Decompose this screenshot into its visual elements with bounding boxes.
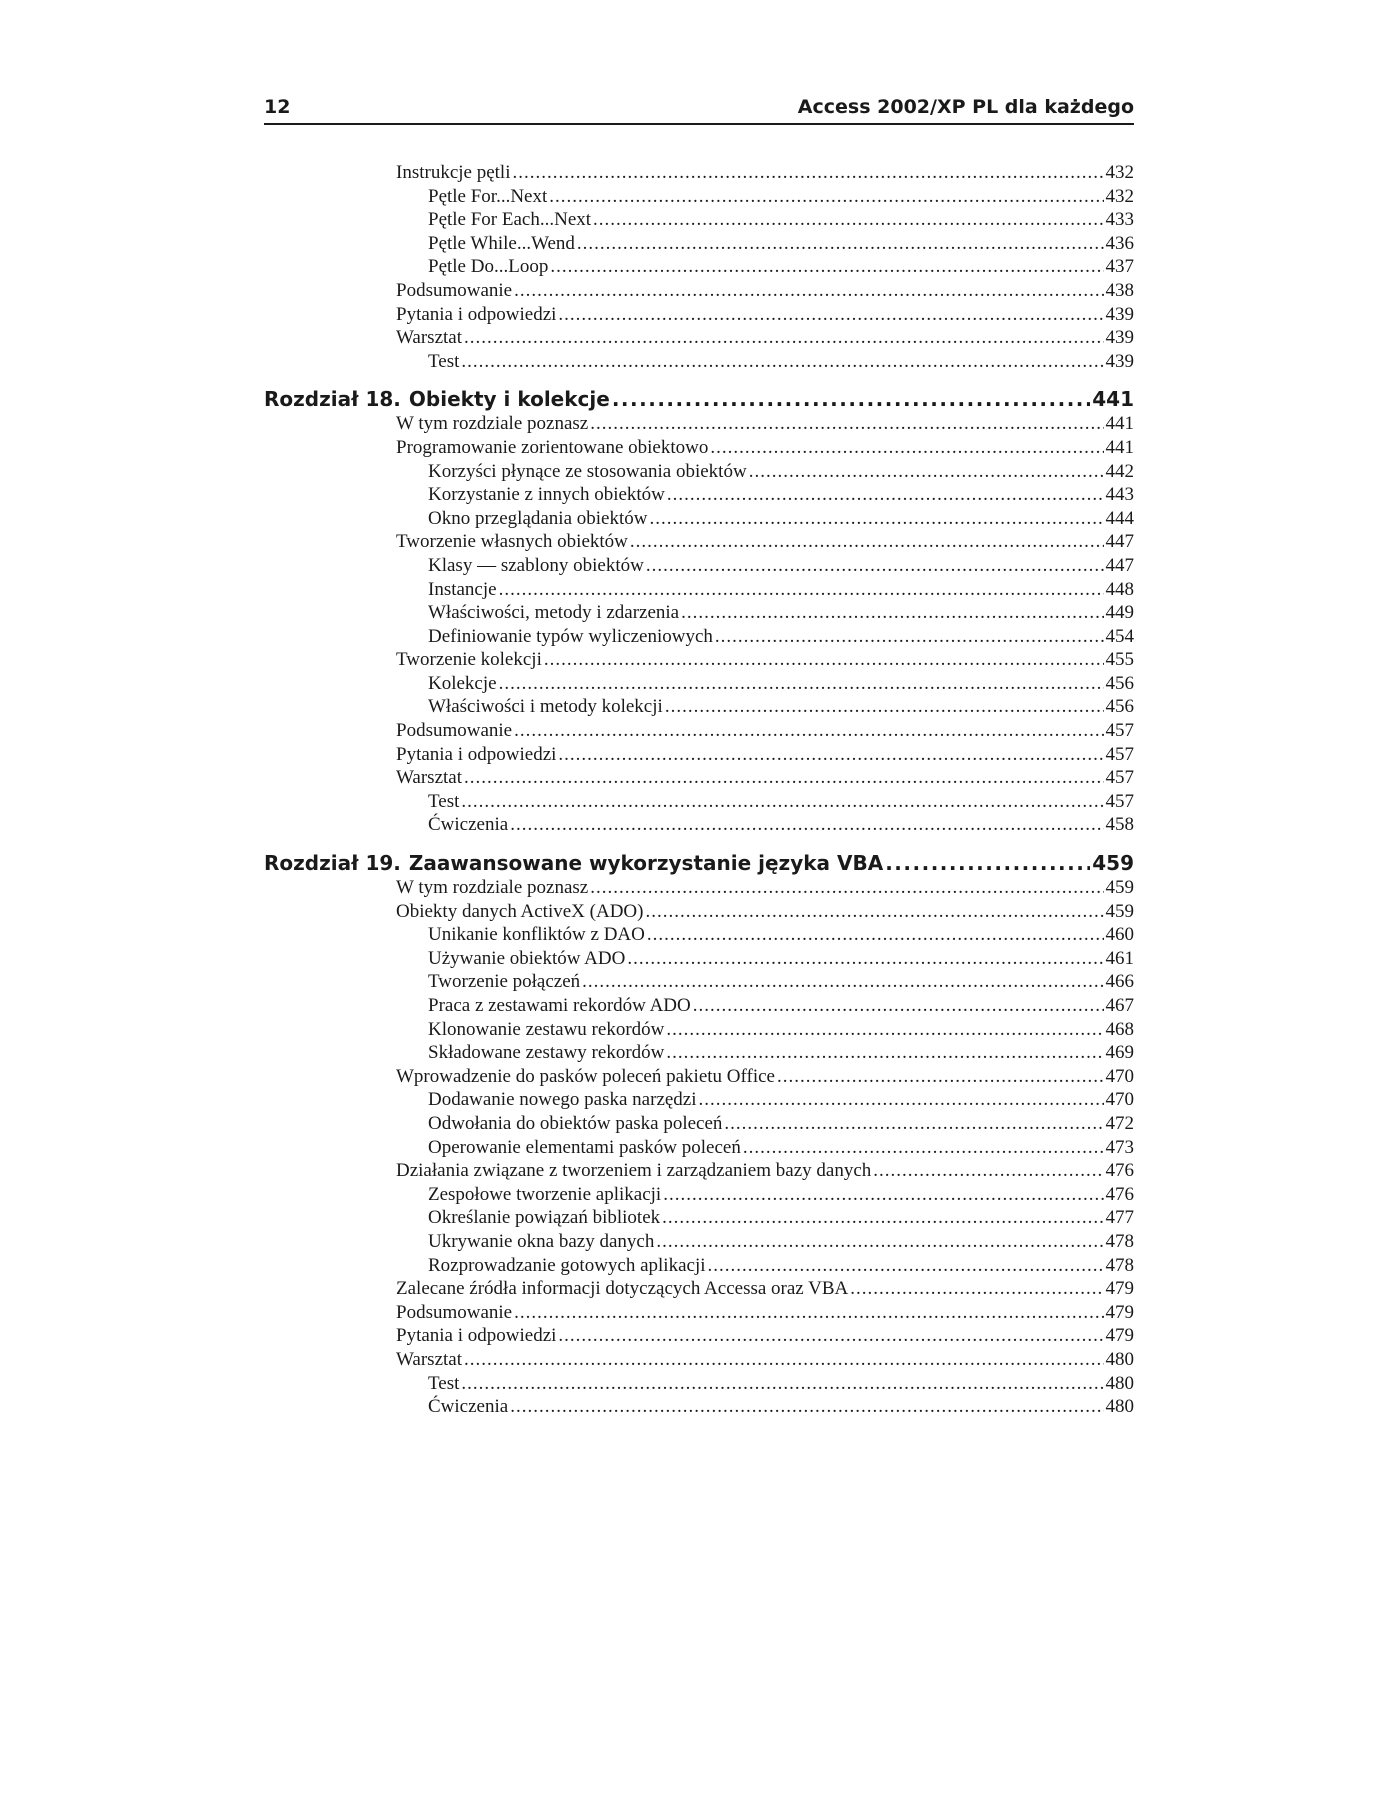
- toc-entry-title: Warsztat: [396, 767, 462, 789]
- toc-entry-title: Dodawanie nowego paska narzędzi: [428, 1089, 697, 1111]
- dot-leader: [681, 601, 1103, 625]
- toc-entry-page: 432: [1105, 162, 1134, 183]
- toc-entry-page: 476: [1105, 1183, 1134, 1205]
- toc-entry-title: Ćwiczenia: [428, 1396, 509, 1418]
- toc-entry-page: 479: [1105, 1278, 1134, 1300]
- dot-leader: [461, 1372, 1103, 1396]
- toc-entry-title: Obiekty danych ActiveX (ADO): [396, 900, 644, 922]
- toc-entry-page: 441: [1105, 413, 1134, 435]
- toc-entry: [264, 900, 1134, 924]
- toc-entry-page: 479: [1105, 1301, 1134, 1323]
- toc-entry-title: Warsztat: [396, 327, 462, 349]
- toc-entry-page: 477: [1105, 1207, 1134, 1229]
- toc-entry-page: 466: [1105, 971, 1134, 993]
- dot-leader: [464, 1348, 1104, 1372]
- toc-entry: [264, 1324, 1134, 1348]
- chapter-title: Zaawansowane wykorzystanie języka VBA: [408, 851, 884, 876]
- toc-entry-page: 469: [1105, 1042, 1134, 1064]
- toc-entry-page: 433: [1105, 209, 1134, 231]
- dot-leader: [627, 947, 1103, 971]
- toc-entry: [264, 994, 1134, 1018]
- toc-entry: [264, 460, 1134, 484]
- dot-leader: [873, 1159, 1103, 1183]
- toc-entry-title: Korzystanie z innych obiektów: [428, 484, 665, 506]
- toc-entry-title: Instancje: [428, 578, 497, 600]
- toc-entry: [264, 255, 1134, 279]
- toc-entry-page: 472: [1105, 1112, 1134, 1134]
- toc-entry-title: Podsumowanie: [396, 1301, 513, 1323]
- toc-chapter-entry: [264, 851, 1134, 875]
- toc-entry-page: 457: [1105, 720, 1134, 742]
- toc-entry: [264, 483, 1134, 507]
- toc-entry-page: 459: [1105, 877, 1134, 899]
- toc-entry-title: Pętle For...Next: [428, 185, 548, 207]
- toc-entry-page: 457: [1105, 767, 1134, 789]
- toc-entry-page: 454: [1105, 625, 1134, 647]
- dot-leader: [510, 1395, 1103, 1419]
- toc-entry: [264, 1183, 1134, 1207]
- dot-leader: [646, 554, 1104, 578]
- dot-leader: [667, 483, 1104, 507]
- dot-leader: [777, 1065, 1104, 1089]
- book-title: Access 2002/XP PL dla każdego: [797, 96, 1134, 118]
- toc-entry-title: Definiowanie typów wyliczeniowych: [428, 625, 713, 647]
- toc-entry: [264, 1230, 1134, 1254]
- toc-entry: [264, 279, 1134, 303]
- toc-entry-page: 444: [1105, 507, 1134, 529]
- dot-leader: [549, 185, 1103, 209]
- toc-entry-title: Pętle While...Wend: [428, 232, 575, 254]
- toc-entry-page: 456: [1105, 696, 1134, 718]
- toc-entry: [264, 743, 1134, 767]
- dot-leader: [593, 208, 1103, 232]
- toc-entry-title: Pytania i odpowiedzi: [396, 1325, 557, 1347]
- toc-entry-title: [264, 851, 883, 875]
- toc-entry-page: 459: [1092, 851, 1134, 876]
- dot-leader: [577, 232, 1104, 256]
- toc-entry-page: 473: [1105, 1136, 1134, 1158]
- toc-entry-page: 438: [1105, 279, 1134, 301]
- toc-entry-title: [264, 387, 610, 411]
- toc-entry: [264, 412, 1134, 436]
- toc-entry-page: 457: [1105, 743, 1134, 765]
- dot-leader: [464, 326, 1104, 350]
- toc-entry-title: Właściwości, metody i zdarzenia: [428, 602, 680, 624]
- toc-entry: [264, 766, 1134, 790]
- toc-entry-page: 478: [1105, 1254, 1134, 1276]
- toc-entry: [264, 695, 1134, 719]
- toc-entry-title: Programowanie zorientowane obiektowo: [396, 436, 709, 458]
- dot-leader: [461, 350, 1103, 374]
- dot-leader: [715, 625, 1104, 649]
- toc-entry-title: Kolekcje: [428, 672, 497, 694]
- toc-entry-title: W tym rozdziale poznasz: [396, 877, 589, 899]
- toc-entry-title: Test: [428, 1372, 460, 1394]
- toc-entry: [264, 876, 1134, 900]
- toc-entry: [264, 507, 1134, 531]
- toc-entry: [264, 208, 1134, 232]
- toc-entry-page: 437: [1105, 256, 1134, 278]
- toc-entry-title: Podsumowanie: [396, 720, 513, 742]
- toc-entry-page: 470: [1105, 1089, 1134, 1111]
- toc-entry-title: Ćwiczenia: [428, 814, 509, 836]
- toc-entry: [264, 1136, 1134, 1160]
- dot-leader: [666, 1018, 1103, 1042]
- toc-entry: [264, 326, 1134, 350]
- table-of-contents: [264, 161, 1134, 1419]
- toc-entry-title: Praca z zestawami rekordów ADO: [428, 995, 691, 1016]
- dot-leader: [550, 255, 1103, 279]
- toc-entry-page: 459: [1105, 900, 1134, 922]
- dot-leader: [647, 923, 1104, 947]
- dot-leader: [514, 279, 1103, 303]
- dot-leader: [499, 578, 1104, 602]
- toc-entry: [264, 1206, 1134, 1230]
- toc-entry-title: Pętle Do...Loop: [428, 256, 549, 278]
- toc-entry-page: 461: [1105, 947, 1134, 969]
- toc-entry: [264, 813, 1134, 837]
- toc-entry: [264, 648, 1134, 672]
- dot-leader: [656, 1230, 1103, 1254]
- toc-entry-page: 447: [1105, 531, 1134, 553]
- toc-entry-title: Pytania i odpowiedzi: [396, 743, 557, 765]
- toc-entry-title: Pytania i odpowiedzi: [396, 303, 557, 325]
- page-header: [264, 96, 1134, 125]
- toc-entry-page: 467: [1105, 995, 1134, 1016]
- toc-entry-title: Zalecane źródła informacji dotyczących Accessa oraz VBA: [396, 1278, 849, 1300]
- toc-entry-title: Używanie obiektów ADO: [428, 947, 626, 969]
- toc-entry-title: Klonowanie zestawu rekordów: [428, 1018, 665, 1040]
- toc-entry-page: 458: [1105, 814, 1134, 836]
- toc-entry-title: Instrukcje pętli: [396, 162, 511, 183]
- toc-entry-title: Operowanie elementami pasków poleceń: [428, 1136, 741, 1158]
- toc-entry-page: 441: [1105, 436, 1134, 458]
- toc-entry: [264, 1088, 1134, 1112]
- dot-leader: [590, 412, 1103, 436]
- toc-entry-title: Test: [428, 790, 460, 812]
- toc-entry-page: 460: [1105, 924, 1134, 946]
- toc-entry: [264, 303, 1134, 327]
- toc-entry: [264, 672, 1134, 696]
- toc-entry: [264, 601, 1134, 625]
- toc-entry: [264, 1301, 1134, 1325]
- toc-entry-title: Tworzenie kolekcji: [396, 649, 542, 671]
- toc-entry-title: Okno przeglądania obiektów: [428, 507, 648, 529]
- toc-entry-title: Określanie powiązań bibliotek: [428, 1207, 661, 1229]
- toc-entry: [264, 1065, 1134, 1089]
- toc-entry-page: 448: [1105, 578, 1134, 600]
- toc-entry: [264, 1159, 1134, 1183]
- toc-entry-title: Podsumowanie: [396, 279, 513, 301]
- dot-leader: [699, 1088, 1104, 1112]
- toc-entry-page: 468: [1105, 1018, 1134, 1040]
- toc-entry-title: Składowane zestawy rekordów: [428, 1042, 665, 1064]
- toc-entry-page: 436: [1105, 232, 1134, 254]
- toc-entry-page: 478: [1105, 1230, 1134, 1252]
- toc-entry: [264, 350, 1134, 374]
- toc-entry-page: 432: [1105, 185, 1134, 207]
- toc-entry: [264, 1112, 1134, 1136]
- dot-leader: [514, 719, 1103, 743]
- toc-entry-page: 470: [1105, 1065, 1134, 1087]
- dot-leader: [724, 1112, 1103, 1136]
- dot-leader: [544, 648, 1104, 672]
- toc-entry-title: Działania związane z tworzeniem i zarządzaniem bazy danych: [396, 1160, 872, 1182]
- toc-chapter-entry: [264, 387, 1134, 411]
- toc-entry-page: 442: [1105, 460, 1134, 482]
- toc-entry: [264, 719, 1134, 743]
- toc-entry: [264, 232, 1134, 256]
- toc-entry-page: 457: [1105, 790, 1134, 812]
- dot-leader: [708, 1254, 1104, 1278]
- dot-leader: [558, 303, 1103, 327]
- toc-entry-title: Odwołania do obiektów paska poleceń: [428, 1112, 723, 1134]
- toc-entry: [264, 1277, 1134, 1301]
- toc-entry-page: 439: [1105, 350, 1134, 372]
- dot-leader: [558, 743, 1103, 767]
- dot-leader: [693, 994, 1104, 1018]
- toc-entry-page: 439: [1105, 303, 1134, 325]
- toc-entry: [264, 436, 1134, 460]
- dot-leader: [612, 387, 1090, 411]
- toc-entry: [264, 1018, 1134, 1042]
- toc-entry-title: Warsztat: [396, 1348, 462, 1370]
- toc-entry-page: 480: [1105, 1372, 1134, 1394]
- toc-entry-title: Klasy — szablony obiektów: [428, 554, 644, 576]
- chapter-title: Obiekty i kolekcje: [408, 387, 610, 412]
- dot-leader: [499, 672, 1104, 696]
- toc-entry-page: 449: [1105, 602, 1134, 624]
- dot-leader: [464, 766, 1104, 790]
- toc-entry-title: Korzyści płynące ze stosowania obiektów: [428, 460, 747, 482]
- toc-entry-title: Unikanie konfliktów z DAO: [428, 924, 645, 946]
- dot-leader: [665, 695, 1104, 719]
- dot-leader: [513, 161, 1104, 185]
- toc-entry-title: Tworzenie własnych obiektów: [396, 531, 628, 553]
- toc-entry: [264, 1041, 1134, 1065]
- toc-entry-page: 441: [1092, 387, 1134, 412]
- toc-entry: [264, 625, 1134, 649]
- toc-entry: [264, 1254, 1134, 1278]
- toc-entry: [264, 1395, 1134, 1419]
- dot-leader: [850, 1277, 1103, 1301]
- toc-entry-page: 479: [1105, 1325, 1134, 1347]
- dot-leader: [663, 1183, 1103, 1207]
- dot-leader: [666, 1041, 1103, 1065]
- toc-entry: [264, 790, 1134, 814]
- toc-entry: [264, 185, 1134, 209]
- dot-leader: [510, 813, 1103, 837]
- toc-entry-title: Właściwości i metody kolekcji: [428, 696, 663, 718]
- toc-entry-page: 480: [1105, 1348, 1134, 1370]
- dot-leader: [514, 1301, 1103, 1325]
- dot-leader: [630, 530, 1104, 554]
- toc-entry-title: Ukrywanie okna bazy danych: [428, 1230, 655, 1252]
- toc-entry-title: W tym rozdziale poznasz: [396, 413, 589, 435]
- toc-entry-title: Zespołowe tworzenie aplikacji: [428, 1183, 662, 1205]
- toc-entry-page: 480: [1105, 1396, 1134, 1418]
- toc-entry: [264, 1372, 1134, 1396]
- dot-leader: [461, 790, 1103, 814]
- toc-entry-title: Rozprowadzanie gotowych aplikacji: [428, 1254, 706, 1276]
- dot-leader: [582, 970, 1103, 994]
- toc-entry: [264, 554, 1134, 578]
- toc-entry-title: Pętle For Each...Next: [428, 209, 592, 231]
- page-number: 12: [264, 96, 291, 118]
- toc-entry-title: Tworzenie połączeń: [428, 971, 581, 993]
- toc-entry: [264, 578, 1134, 602]
- dot-leader: [662, 1206, 1103, 1230]
- toc-entry-page: 439: [1105, 327, 1134, 349]
- toc-entry: [264, 161, 1134, 185]
- dot-leader: [645, 900, 1103, 924]
- dot-leader: [749, 460, 1104, 484]
- toc-entry: [264, 923, 1134, 947]
- toc-entry-title: Wprowadzenie do pasków poleceń pakietu Office: [396, 1065, 775, 1087]
- dot-leader: [885, 851, 1090, 875]
- toc-entry-page: 456: [1105, 672, 1134, 694]
- toc-entry: [264, 947, 1134, 971]
- toc-entry-title: Test: [428, 350, 460, 372]
- chapter-number: Rozdział 19.: [264, 851, 401, 876]
- chapter-number: Rozdział 18.: [264, 387, 401, 412]
- toc-entry-page: 443: [1105, 484, 1134, 506]
- dot-leader: [558, 1324, 1103, 1348]
- dot-leader: [743, 1136, 1104, 1160]
- toc-entry-page: 447: [1105, 554, 1134, 576]
- toc-entry: [264, 530, 1134, 554]
- toc-entry-page: 476: [1105, 1160, 1134, 1182]
- dot-leader: [649, 507, 1103, 531]
- toc-entry: [264, 1348, 1134, 1372]
- dot-leader: [710, 436, 1103, 460]
- toc-entry-page: 455: [1105, 649, 1134, 671]
- toc-entry: [264, 970, 1134, 994]
- dot-leader: [590, 876, 1103, 900]
